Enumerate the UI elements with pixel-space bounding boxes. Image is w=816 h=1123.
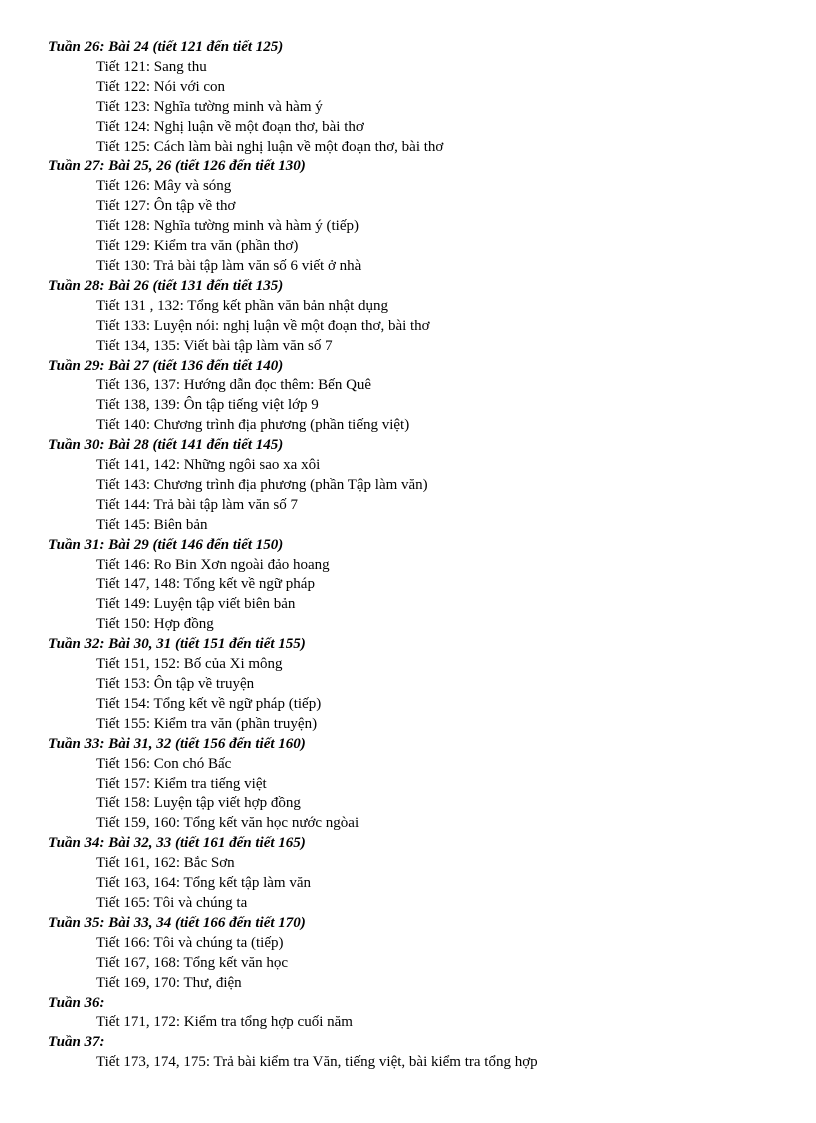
lesson-item: Tiết 133: Luyện nói: nghị luận về một đoạn thơ, bài thơ bbox=[96, 317, 430, 334]
week-section bbox=[0, 277, 816, 357]
week-heading: Tuần 31: Bài 29 (tiết 146 đến tiết 150) bbox=[48, 536, 284, 553]
lesson-item: Tiết 161, 162: Bắc Sơn bbox=[96, 855, 235, 872]
lesson-item: Tiết 138, 139: Ôn tập tiếng việt lớp 9 bbox=[96, 397, 319, 414]
week-section bbox=[0, 635, 816, 735]
week-heading: Tuần 32: Bài 30, 31 (tiết 151 đến tiết 155) bbox=[48, 636, 306, 653]
lesson-item: Tiết 156: Con chó Bấc bbox=[96, 755, 232, 772]
lesson-item: Tiết 150: Hợp đồng bbox=[96, 616, 214, 633]
lesson-item: Tiết 136, 137: Hướng dẫn đọc thêm: Bến Quê bbox=[96, 377, 372, 394]
lesson-item: Tiết 153: Ôn tập về truyện bbox=[96, 676, 255, 692]
week-heading: Tuần 29: Bài 27 (tiết 136 đến tiết 140) bbox=[48, 357, 284, 374]
week-heading: Tuần 36: bbox=[48, 994, 105, 1011]
lesson-item: Tiết 144: Trả bài tập làm văn số 7 bbox=[96, 496, 298, 513]
lesson-item: Tiết 163, 164: Tổng kết tập làm văn bbox=[96, 875, 311, 892]
lesson-item: Tiết 141, 142: Những ngôi sao xa xôi bbox=[96, 457, 321, 474]
lesson-item: Tiết 143: Chương trình địa phương (phần Tập làm văn) bbox=[96, 476, 428, 493]
lesson-item: Tiết 147, 148: Tổng kết về ngữ pháp bbox=[96, 576, 315, 593]
lesson-item: Tiết 166: Tôi và chúng ta (tiếp) bbox=[96, 934, 284, 951]
lesson-item: Tiết 129: Kiểm tra văn (phần thơ) bbox=[96, 238, 299, 255]
week-section bbox=[0, 914, 816, 994]
lesson-item: Tiết 124: Nghị luận về một đoạn thơ, bài thơ bbox=[96, 118, 364, 135]
week-heading: Tuần 28: Bài 26 (tiết 131 đến tiết 135) bbox=[48, 277, 284, 294]
week-section bbox=[0, 536, 816, 636]
week-section bbox=[0, 157, 816, 276]
week-section bbox=[0, 38, 816, 157]
week-section bbox=[0, 436, 816, 536]
lesson-item: Tiết 171, 172: Kiểm tra tổng hợp cuối năm bbox=[96, 1014, 353, 1031]
lesson-item: Tiết 125: Cách làm bài nghị luận về một đoạn thơ, bài thơ bbox=[96, 138, 444, 155]
lesson-item: Tiết 151, 152: Bố của Xi mông bbox=[96, 656, 283, 673]
lesson-item: Tiết 127: Ôn tập về thơ bbox=[96, 198, 236, 215]
week-section bbox=[0, 357, 816, 437]
lesson-item: Tiết 154: Tổng kết về ngữ pháp (tiếp) bbox=[96, 695, 322, 712]
lesson-item: Tiết 131 , 132: Tổng kết phần văn bản nhật dụng bbox=[96, 297, 389, 314]
week-heading: Tuần 27: Bài 25, 26 (tiết 126 đến tiết 130) bbox=[48, 158, 306, 175]
lesson-item: Tiết 149: Luyện tập viết biên bản bbox=[96, 596, 296, 613]
lesson-item: Tiết 122: Nói với con bbox=[96, 78, 226, 95]
week-heading: Tuần 26: Bài 24 (tiết 121 đến tiết 125) bbox=[48, 39, 284, 55]
lesson-item: Tiết 126: Mây và sóng bbox=[96, 178, 232, 195]
week-heading: Tuần 33: Bài 31, 32 (tiết 156 đến tiết 160) bbox=[48, 735, 306, 752]
lesson-item: Tiết 169, 170: Thư, điện bbox=[96, 974, 242, 991]
lesson-item: Tiết 167, 168: Tổng kết văn học bbox=[96, 954, 289, 971]
lesson-item: Tiết 128: Nghĩa tường minh và hàm ý (tiếp) bbox=[96, 218, 359, 235]
lesson-item: Tiết 146: Ro Bin Xơn ngoài đảo hoang bbox=[96, 556, 330, 573]
lesson-item: Tiết 159, 160: Tổng kết văn học nước ngòai bbox=[96, 815, 360, 832]
lesson-item: Tiết 140: Chương trình địa phương (phần tiếng việt) bbox=[96, 417, 410, 434]
curriculum-document bbox=[0, 38, 816, 1073]
week-section bbox=[0, 994, 816, 1034]
week-heading: Tuần 34: Bài 32, 33 (tiết 161 đến tiết 165) bbox=[48, 835, 306, 852]
week-heading: Tuần 35: Bài 33, 34 (tiết 166 đến tiết 170) bbox=[48, 914, 306, 931]
lesson-item: Tiết 145: Biên bản bbox=[96, 516, 208, 533]
lesson-item: Tiết 121: Sang thu bbox=[96, 58, 207, 75]
week-section bbox=[0, 834, 816, 914]
week-heading: Tuần 37: bbox=[48, 1034, 105, 1051]
week-heading: Tuần 30: Bài 28 (tiết 141 đến tiết 145) bbox=[48, 437, 284, 454]
week-section bbox=[0, 1033, 816, 1073]
lesson-item: Tiết 173, 174, 175: Trả bài kiểm tra Văn, tiếng việt, bài kiểm tra tổng hợp bbox=[96, 1054, 538, 1071]
lesson-item: Tiết 165: Tôi và chúng ta bbox=[96, 894, 248, 911]
lesson-item: Tiết 158: Luyện tập viết hợp đồng bbox=[96, 795, 301, 812]
lesson-item: Tiết 155: Kiểm tra văn (phần truyện) bbox=[96, 715, 318, 732]
lesson-item: Tiết 130: Trả bài tập làm văn số 6 viết ở nhà bbox=[96, 257, 362, 274]
lesson-item: Tiết 123: Nghĩa tường minh và hàm ý bbox=[96, 98, 323, 115]
week-section bbox=[0, 735, 816, 835]
lesson-item: Tiết 134, 135: Viết bài tập làm văn số 7 bbox=[96, 337, 333, 354]
lesson-item: Tiết 157: Kiểm tra tiếng việt bbox=[96, 775, 267, 792]
